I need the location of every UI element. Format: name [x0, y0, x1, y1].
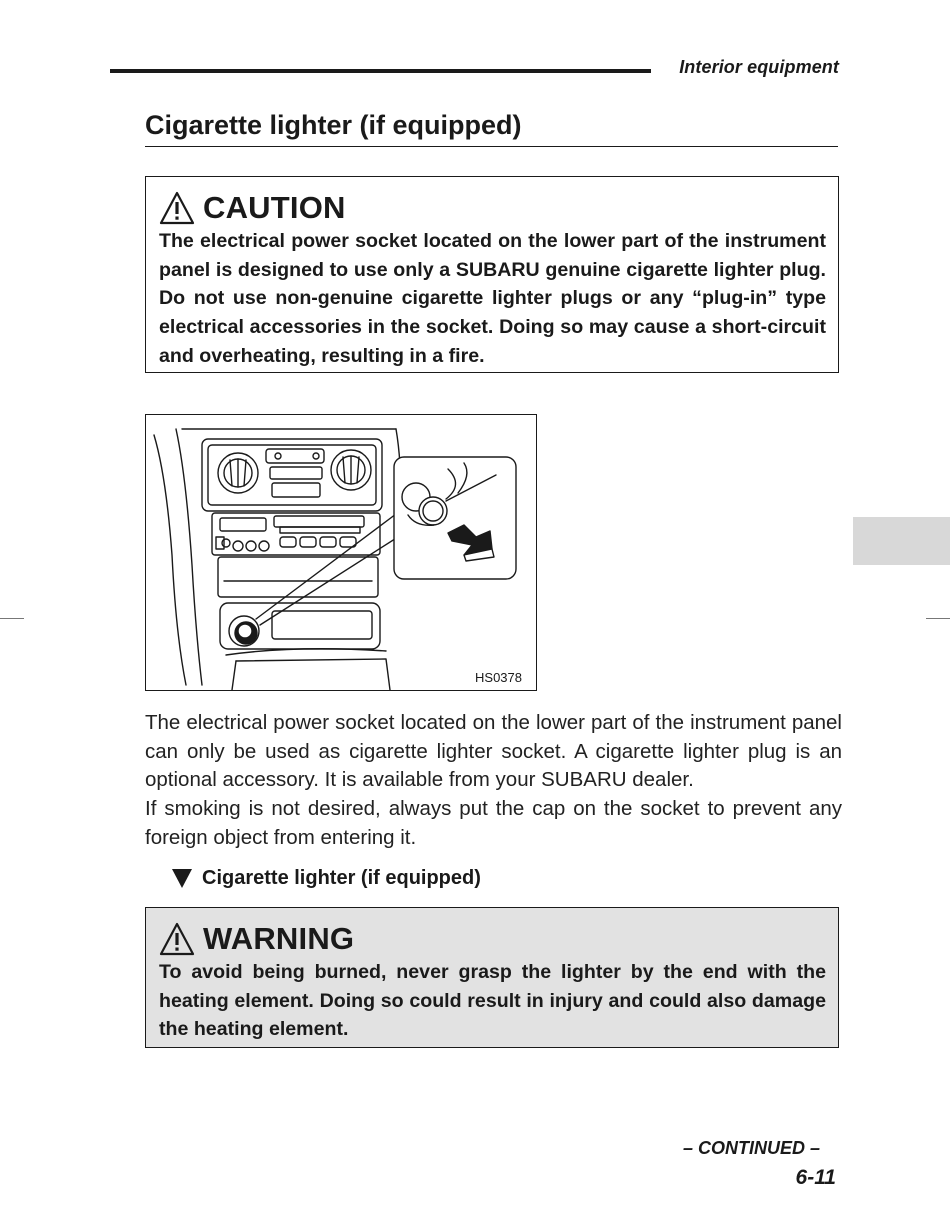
dashboard-drawing	[146, 415, 536, 690]
subheading	[172, 867, 481, 890]
caution-box	[145, 176, 839, 373]
caution-text: The electrical power socket located on the lower part of the instrument panel is designed to use only a SUBARU genuine cigarette lighter plug. Do not use non-genuine cigarette lighter plugs or any “plug-in” type electrical accessories in the socket. Doing so may cause a short-circuit and overheating, resulting in a fire.	[159, 230, 826, 367]
body-text	[145, 709, 842, 853]
section-header: Interior equipment	[679, 57, 839, 77]
chapter-thumb-tab	[853, 517, 950, 565]
crop-mark-right	[926, 618, 950, 619]
caution-heading	[159, 189, 826, 227]
warning-triangle-icon	[159, 922, 195, 956]
warning-label: WARNING	[203, 921, 355, 956]
body-paragraph-1: The electrical power socket located on the lower part of the instrument panel can only be used as cigarette lighter socket. A cigarette lighter plug is an optional accessory. It is available from your SUBARU dealer.	[145, 711, 842, 792]
page-title: Cigarette lighter (if equipped)	[145, 110, 522, 140]
page-number: 6-11	[795, 1166, 836, 1189]
cigarette-lighter-illustration	[145, 414, 537, 691]
subheading-text: Cigarette lighter (if equipped)	[202, 867, 481, 889]
continued-label: – CONTINUED –	[682, 1138, 820, 1158]
figure-code: HS0378	[475, 670, 522, 685]
down-triangle-icon	[172, 869, 192, 888]
warning-box	[145, 907, 839, 1048]
warning-triangle-icon	[159, 191, 195, 225]
crop-mark-left	[0, 618, 24, 619]
header-rule	[110, 69, 651, 73]
warning-text: To avoid being burned, never grasp the lighter by the end with the heating element. Doing so could result in injury and could also damage the heating element.	[159, 961, 826, 1041]
warning-heading	[159, 920, 826, 958]
title-underline	[145, 146, 838, 147]
body-paragraph-2: If smoking is not desired, always put the cap on the socket to prevent any foreign object from entering it.	[145, 797, 842, 849]
caution-label: CAUTION	[203, 190, 346, 225]
